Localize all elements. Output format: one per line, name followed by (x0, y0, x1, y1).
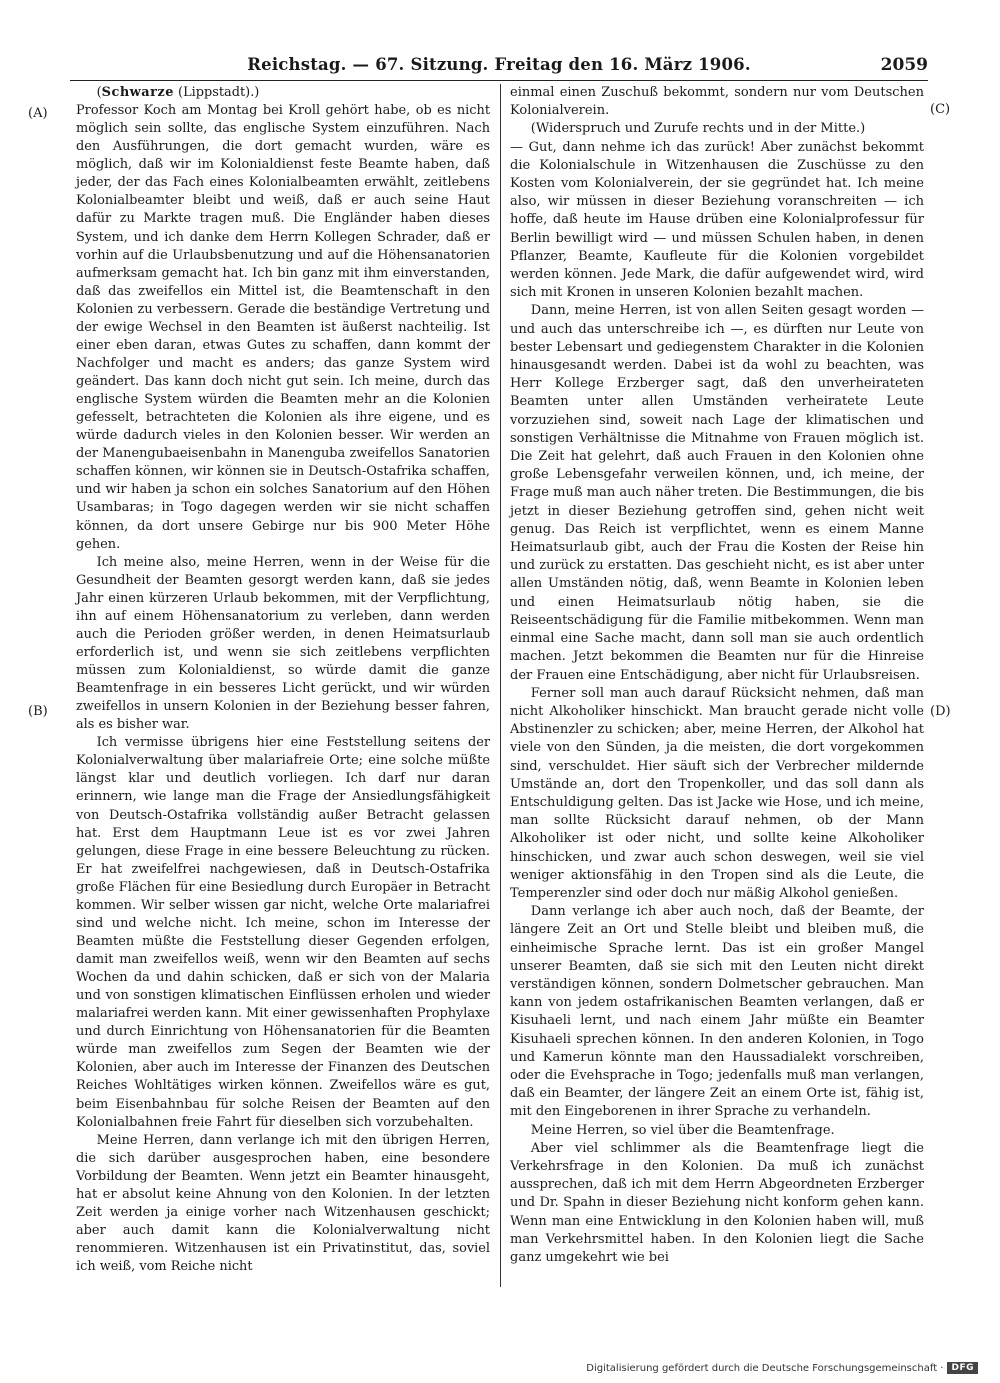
column-divider (500, 84, 501, 1287)
paragraph: Dann, meine Herren, ist von allen Seiten gesagt worden — und auch das unterschreibe ich —, es dürften nur Leute von bester Lebensart und gediegenstem Charakter in die Kolonien hinausgesandt werden. Dabei ist da wohl zu beachten, was Herr Kollege Erzberger sagt, daß den unverheirateten Beamten unter allen Umständen verheiratete Leute vorzuziehen sind, soweit nach Lage der klimatischen und sonstigen Verhältnisse die Mitnahme von Frauen möglich ist. Die Zeit hat gelehrt, daß auch Frauen in den Kolonien ohne große Lebensgefahr verweilen können, und, ich meine, der Frage muß man auch näher treten. Die Bestimmungen, die bis jetzt in dieser Beziehung getroffen sind, gehen nicht weit genug. Das Reich ist verpflichtet, wenn es einem Manne Heimatsurlaub gibt, auch der Frau die Kosten der Reise hin und zurück zu erstatten. Das geschieht nicht, es ist aber unter allen Umständen nötig, daß, wenn Beamte in Kolonien leben und einen Heimatsurlaub nötig haben, sie die Reiseentschädigung für die Familie mitbekommen. Wenn man einmal eine Sache macht, dann soll man sie auch ordentlich machen. Jetzt bekommen die Beamten nur für die Hinreise der Frauen eine Entschädigung, aber nicht für Urlaubsreisen. (510, 303, 924, 683)
header-rule (70, 80, 928, 81)
paragraph: — Gut, dann nehme ich das zurück! Aber zunächst bekommt die Kolonialschule in Witzenhausen die Zuschüsse zu den Kosten vom Kolonialverein, der sie gegründet hat. Ich meine also, wir müssen in dieser Beziehung voranschreiten — ich hoffe, daß heute im Hause drüben eine Kolonialprofessur für Berlin bewilligt wird — und müssen Schulen haben, in denen Pflanzer, Beamte, Kaufleute für die Kolonien vorgebildet werden können. Jede Mark, die dafür aufgewendet wird, wird sich mit Kronen in unseren Kolonien bezahlt machen. (510, 139, 924, 301)
paragraph: Aber viel schlimmer als die Beamtenfrage liegt die Verkehrsfrage in den Kolonien. Da muß ich zunächst aussprechen, daß ich mit dem Herrn Abgeordneten Erzberger und Dr. Spahn in dieser Beziehung nicht konform gehen kann. Wenn man eine Entwicklung in den Kolonien haben will, muß man Verkehrsmittel haben. In den Kolonien liegt die Sache ganz umgekehrt wie bei (510, 1140, 924, 1265)
paragraph: Ich vermisse übrigens hier eine Feststellung seitens der Kolonialverwaltung über malariafreie Orte; eine solche müßte längst klar und deutlich vorliegen. Ich darf nur daran erinnern, wie lange man die Frage der Ansiedlungsfähigkeit von Deutsch-Ostafrika vollständig außer Betracht gelassen hat. Erst dem Hauptmann Leue ist es vor zwei Jahren gelungen, diese Frage in eine bessere Beleuchtung zu rücken. Er hat zweifelfrei nachgewiesen, daß in Deutsch-Ostafrika große Flächen für eine Besiedlung durch Europäer in Betracht kommen. Wir selber wissen gar nicht, welche Orte malariafrei sind und welche nicht. Ich meine, schon im Interesse der Beamten müßte die Feststellung dieser Gegenden erfolgen, damit man zweifellos weiß, wenn wir den Beamten auf sechs Wochen da und dahin schicken, daß er sich von der Malaria und von sonstigen klimatischen Einflüssen erholen und wieder malariafrei werden kann. Mit einer gewissenhaften Prophylaxe und durch Einrichtung von Höhensanatorien für die Beamten würde man zweifellos zum Segen der Beamten wie der Kolonien, aber auch im Interesse der Finanzen des Deutschen Reiches Wohltätiges wirken können. Zweifellos wäre es gut, beim Eisenbahnbau für solche Reisen der Beamten auf den Kolonialbahnen freie Fahrt für dieselben sich vorzubehalten. (76, 735, 490, 1130)
paragraph: Ich meine also, meine Herren, wenn in der Weise für die Gesundheit der Beamten gesorgt werden kann, daß sie jedes Jahr einen kürzeren Urlaub bekommen, mit der Verpflichtung, ihn auf einem Höhensanatorium zu verleben, dann werden auch die Perioden größer werden, in denen Heimatsurlaub erforderlich ist, und wenn sie sich zeitlebens verpflichten müssen zum Kolonialdienst, so würde damit die ganze Beamtenfrage in ein besseres Licht gerückt, und wir würden zweifellos in unsern Kolonien in der Beziehung besser fahren, als es bisher war. (76, 554, 490, 733)
paragraph: einmal einen Zuschuß bekommt, sondern nur vom Deutschen Kolonialverein. (510, 85, 924, 119)
right-column (510, 84, 924, 1267)
paragraph: Dann verlange ich aber auch noch, daß der Beamte, der längere Zeit an Ort und Stelle bleibt und bleiben muß, die einheimische Sprache lernt. Das ist ein großer Mangel unserer Beamten, daß sie sich mit den Leuten nicht direkt verständigen können, sondern Dolmetscher gebrauchen. Man kann von jedem ostafrikanischen Beamten verlangen, daß er Kisuhaeli lernt, und nach einem Jahr müßte ein Beamter Kisuhaeli sprechen können. In den anderen Kolonien, in Togo und Kamerun könnte man den Haussadialekt vorschreiben, oder die Evehsprache in Togo; jedenfalls muß man verlangen, daß ein Beamter, der längere Zeit an einem Orte ist, fähig ist, mit den Eingeborenen in ihrer Sprache zu verhandeln. (510, 904, 924, 1120)
footer-text: Digitalisierung gefördert durch die Deutsche Forschungsgemeinschaft · (586, 1362, 944, 1374)
digitization-footer (586, 1362, 978, 1374)
paragraph: Professor Koch am Montag bei Kroll gehört habe, ob es nicht möglich sein sollte, das englische System einzuführen. Nach den Ausführungen, die dort gemacht wurden, wäre es möglich, daß wir im Kolonialdienst feste Beamte haben, daß jeder, der das Fach eines Kolonialbeamten erwählt, zeitlebens Kolonialbeamter bleibt und weiß, daß er auch seine Haut dafür zu Markte tragen muß. Die Engländer haben dieses System, und ich danke dem Herrn Kollegen Schrader, daß er vorhin auf die Urlaubsbenutzung und auf die Höhensanatorien aufmerksam gemacht hat. Ich bin ganz mit ihm einverstanden, daß das zweifellos ein Mittel ist, die Beamtenschaft in den Kolonien zu verbessern. Gerade die beständige Vertretung und der ewige Wechsel in den Beamten ist äußerst nachteilig. Ist einer eben daran, etwas Gutes zu schaffen, dann kommt der Nachfolger und macht es anders; das ganze System wird geändert. Das kann doch nicht gut sein. Ich meine, durch das englische System würden die Beamten mehr an die Kolonien gefesselt, betrachteten die Kolonien als ihre eigene, und es würde dadurch vieles in den Kolonien besser. Wir werden an der Manengubaeisenbahn in Manenguba zweifellos Sanatorien schaffen können, wir können sie in Deutsch-Ostafrika schaffen, und wir haben ja schon ein solches Sanatorium auf den Höhen Usambaras; in Togo dagegen werden wir sie nicht schaffen können, da dort unsere Gebirge nur bis 900 Meter Höhe gehen. (76, 103, 490, 552)
margin-marker-b: (B) (28, 704, 48, 719)
interjection: (Widerspruch und Zurufe rechts und in der Mitte.) (530, 121, 866, 137)
paragraph: Meine Herren, so viel über die Beamtenfrage. (530, 1122, 835, 1138)
speaker-reference: (Schwarze (Lippstadt).) (96, 85, 260, 100)
left-column (76, 84, 490, 1276)
running-header (70, 55, 928, 79)
paragraph: Ferner soll man auch darauf Rücksicht nehmen, daß man nicht Alkoholiker hinschickt. Man braucht gerade nicht volle Abstinenzler zu schicken; aber, meine Herren, der Alkohol hat viele von den Sünden, ja die meisten, die dort vorgekommen sind, verschuldet. Hier säuft sich der Verbrecher mildernde Umstände an, dort den Tropenkoller, und das soll dann als Entschuldigung gelten. Das ist Jacke wie Hose, und ich meine, man sollte Rücksicht darauf nehmen, ob der Mann Alkoholiker ist oder nicht, und sollte keine Alkoholiker hinschicken, und zwar auch schon deswegen, weil sie viel weniger aktionsfähig in den Tropen sind als die Leute, die Temperenzler sind oder doch nur mäßig Alkohol genießen. (510, 685, 924, 901)
header-title: Reichstag. — 67. Sitzung. Freitag den 16. März 1906. (247, 55, 751, 74)
speaker-name: Schwarze (101, 85, 174, 100)
dfg-logo-icon: DFG (947, 1362, 978, 1374)
page-number: 2059 (880, 55, 928, 75)
margin-marker-d: (D) (930, 704, 951, 719)
margin-marker-c: (C) (930, 102, 951, 117)
speaker-place: (Lippstadt).) (173, 85, 260, 100)
paragraph: Meine Herren, dann verlange ich mit den übrigen Herren, die sich darüber ausgesprochen haben, eine besondere Vorbildung der Beamten. Wenn jetzt ein Beamter hinausgeht, hat er absolut keine Ahnung von den Kolonien. In der letzten Zeit werden ja einige vorher nach Witzenhausen geschickt; aber auch damit kann die Kolonialverwaltung nicht renommieren. Witzenhausen ist ein Privatinstitut, das, soviel ich weiß, vom Reiche nicht (76, 1132, 490, 1275)
margin-marker-a: (A) (28, 106, 48, 121)
